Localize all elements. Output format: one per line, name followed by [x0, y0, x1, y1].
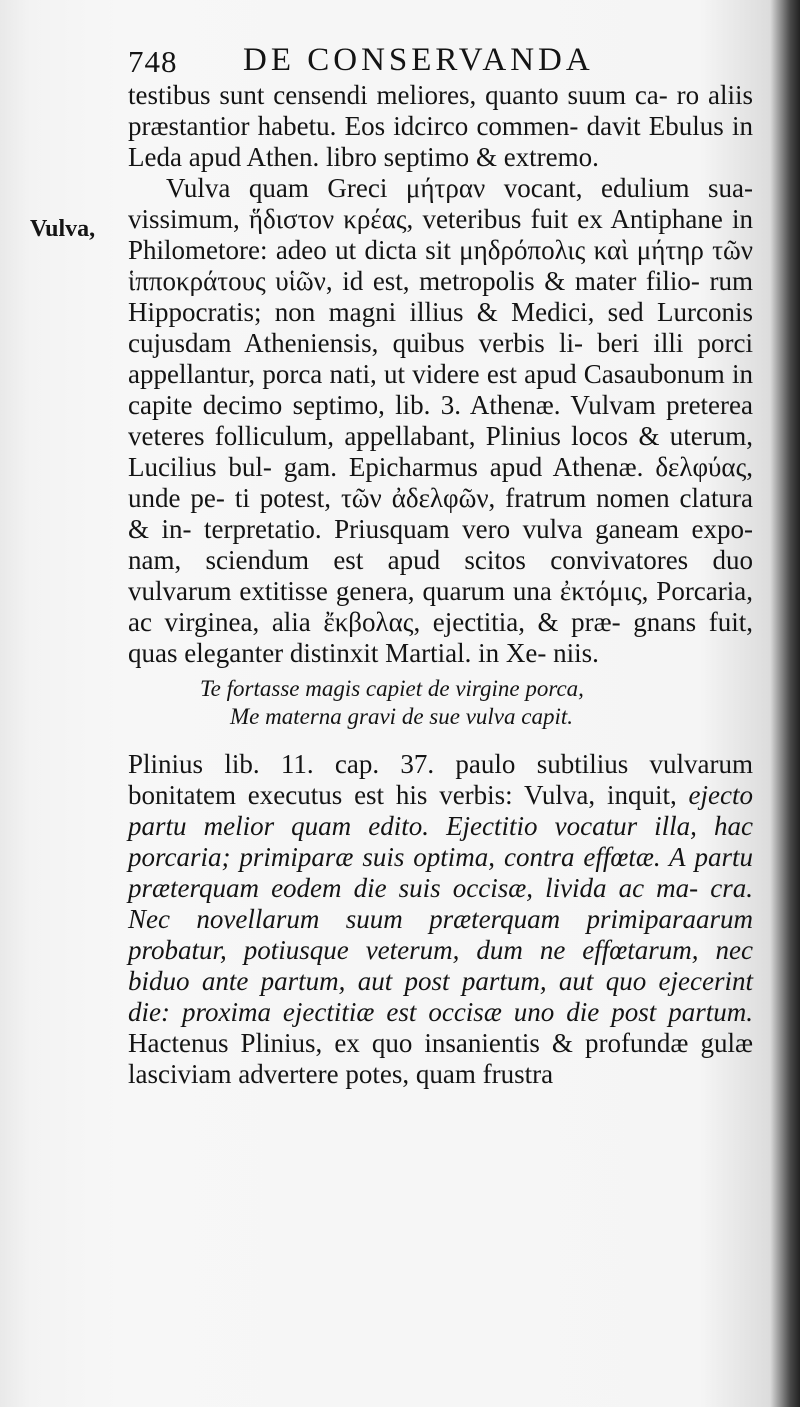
text-line: ejecto partu melior quam edito. Ejectitio vocatur illa,: [128, 780, 753, 841]
text-line: testibus sunt censendi meliores, quanto suum ca-: [128, 80, 668, 110]
text-line: bonitatem executus est his verbis: Vulva, inquit,: [128, 780, 677, 810]
verse-line: Te fortasse magis capiet de virgine porca,: [200, 676, 584, 701]
page-number: 748: [128, 44, 178, 79]
text-line: niis.: [553, 638, 599, 668]
text-line: biduo ante partum, aut post partum, aut quo ejecerint: [128, 966, 753, 996]
text-line: beri illi porci appellantur, porca nati, ut videre: [128, 328, 753, 389]
text-line: & extremo.: [475, 142, 599, 172]
page-header: [128, 40, 768, 84]
verse-quotation: [200, 675, 753, 731]
text-line: terpretatio. Priusquam vero vulva ganeam expo-: [203, 514, 753, 544]
text-line: davit Ebulus in Leda apud Athen. libro septimo: [128, 111, 754, 172]
text-line: nam, sciendum est apud scitos convivatores duo: [128, 545, 753, 575]
text-line: Lurconis cujusdam Atheniensis, quibus verbis li-: [128, 297, 754, 358]
text-line: die: proxima ejectitiæ est occisæ uno die post partum.: [128, 997, 753, 1027]
text-line: appellabant, Plinius locos & uterum, Lucilius bul-: [128, 421, 753, 482]
margin-note: Vulva,: [30, 216, 96, 242]
paragraph-plinius: [128, 749, 753, 1090]
text-line: rum Hippocratis; non magni illius & Medici, sed: [128, 266, 754, 327]
text-line: ro aliis præstantior habetu. Eos idcirco commen-: [128, 80, 753, 141]
text-line: Vulva quam Greci μήτραν vocant, edulium sua-: [166, 173, 753, 203]
text-line: in Philometore: adeo ut dicta sit μηδρόπολις καὶ μήτηρ: [128, 204, 754, 265]
text-line: τῶν ἱπποκράτους υἱῶν, id est, metropolis & mater filio-: [128, 235, 754, 296]
text-line: Plinius lib. 11. cap. 37. paulo subtilius vulvarum: [128, 749, 753, 779]
text-line: gam. Epicharmus apud Athenæ. δελφύας, unde pe-: [128, 452, 754, 513]
text-line: cra. Nec novellarum suum præterquam primiparaarum: [128, 873, 754, 934]
text-line: vulvarum extitisse genera, quarum una ἐκτόμις,: [128, 576, 649, 606]
text-line: probatur, potiusque veterum, dum ne effœtarum, nec: [128, 935, 753, 965]
text-line: partu præterquam eodem die suis occisæ, livida ac ma-: [128, 842, 753, 903]
text-line: lib. 3. Athenæ. Vulvam preterea veteres folliculum,: [128, 390, 754, 451]
paragraph-vulva: [128, 173, 753, 669]
running-head: DE CONSERVANDA: [243, 42, 594, 78]
text-line: vissimum, ἥδιστον κρέας, veteribus fuit ex Antiphane: [128, 204, 723, 234]
text-line: gnans fuit, quas eleganter distinxit Martial. in Xe-: [128, 607, 753, 668]
text-line: Porcaria, ac virginea, alia ἔκβολας, ejectitia, & præ-: [128, 576, 753, 637]
paragraph-intro: [128, 80, 753, 173]
text-line: ti potest, τῶν ἀδελφῶν, fratrum nomen clatura & in-: [128, 483, 753, 544]
text-line: est apud Casaubonum in capite decimo septimo,: [128, 359, 753, 420]
text-line: gulæ lasciviam advertere potes, quam frustra: [128, 1028, 754, 1089]
text-line: hac porcaria; primiparæ suis optima, contra effœtæ. A: [128, 811, 754, 872]
text-line: Hactenus Plinius, ex quo insanientis & profundæ: [128, 1028, 689, 1058]
verse-line: Me materna gravi de sue vulva capit.: [230, 704, 573, 729]
body-text: [128, 80, 753, 1090]
